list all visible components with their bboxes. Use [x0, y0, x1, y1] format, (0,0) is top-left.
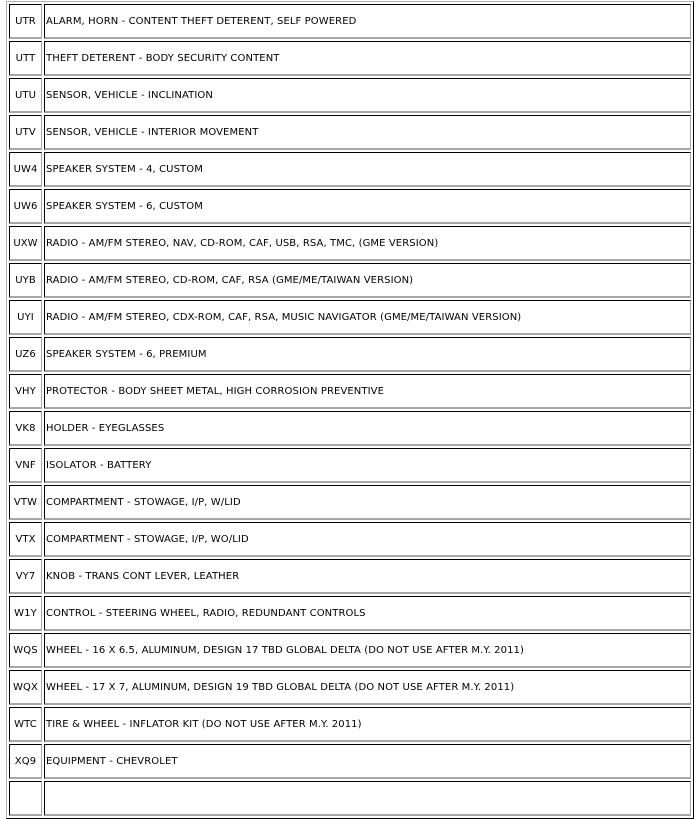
rpo-code-cell: [9, 781, 42, 816]
table-row: [9, 559, 691, 594]
rpo-code-cell: UYI: [9, 300, 42, 335]
table-row: [9, 596, 691, 631]
rpo-description-cell: CONTROL - STEERING WHEEL, RADIO, REDUNDANT CONTROLS: [44, 596, 691, 631]
rpo-code-cell: W1Y: [9, 596, 42, 631]
rpo-code-cell: UTR: [9, 4, 42, 39]
rpo-code-cell: WQS: [9, 633, 42, 668]
rpo-description-cell: SENSOR, VEHICLE - INCLINATION: [44, 78, 691, 113]
table-row: [9, 300, 691, 335]
rpo-code-cell: UYB: [9, 263, 42, 298]
rpo-code-cell: VNF: [9, 448, 42, 483]
table-row: [9, 485, 691, 520]
table-row: [9, 411, 691, 446]
rpo-code-cell: UTV: [9, 115, 42, 150]
rpo-code-cell: WQX: [9, 670, 42, 705]
rpo-code-cell: VTX: [9, 522, 42, 557]
rpo-code-cell: VY7: [9, 559, 42, 594]
rpo-code-cell: UW6: [9, 189, 42, 224]
rpo-code-cell: XQ9: [9, 744, 42, 779]
rpo-description-cell: [44, 781, 691, 816]
rpo-description-cell: RADIO - AM/FM STEREO, NAV, CD-ROM, CAF, USB, RSA, TMC, (GME VERSION): [44, 226, 691, 261]
table-row: [9, 189, 691, 224]
table-row: [9, 707, 691, 742]
table-row: [9, 226, 691, 261]
rpo-code-table: [6, 1, 694, 819]
rpo-description-cell: SPEAKER SYSTEM - 6, CUSTOM: [44, 189, 691, 224]
rpo-description-cell: RADIO - AM/FM STEREO, CDX-ROM, CAF, RSA, MUSIC NAVIGATOR (GME/ME/TAIWAN VERSION): [44, 300, 691, 335]
rpo-description-cell: ALARM, HORN - CONTENT THEFT DETERENT, SELF POWERED: [44, 4, 691, 39]
table-row: [9, 41, 691, 76]
table-row: [9, 633, 691, 668]
rpo-code-cell: VK8: [9, 411, 42, 446]
rpo-description-cell: THEFT DETERENT - BODY SECURITY CONTENT: [44, 41, 691, 76]
rpo-description-cell: SPEAKER SYSTEM - 6, PREMIUM: [44, 337, 691, 372]
rpo-description-cell: COMPARTMENT - STOWAGE, I/P, W/LID: [44, 485, 691, 520]
rpo-description-cell: COMPARTMENT - STOWAGE, I/P, WO/LID: [44, 522, 691, 557]
rpo-description-cell: PROTECTOR - BODY SHEET METAL, HIGH CORROSION PREVENTIVE: [44, 374, 691, 409]
rpo-description-cell: ISOLATOR - BATTERY: [44, 448, 691, 483]
rpo-description-cell: WHEEL - 17 X 7, ALUMINUM, DESIGN 19 TBD GLOBAL DELTA (DO NOT USE AFTER M.Y. 2011): [44, 670, 691, 705]
rpo-code-cell: UZ6: [9, 337, 42, 372]
rpo-description-cell: WHEEL - 16 X 6.5, ALUMINUM, DESIGN 17 TBD GLOBAL DELTA (DO NOT USE AFTER M.Y. 2011): [44, 633, 691, 668]
table-row: [9, 4, 691, 39]
table-row: [9, 374, 691, 409]
rpo-description-cell: SENSOR, VEHICLE - INTERIOR MOVEMENT: [44, 115, 691, 150]
rpo-description-cell: TIRE & WHEEL - INFLATOR KIT (DO NOT USE AFTER M.Y. 2011): [44, 707, 691, 742]
table-row: [9, 78, 691, 113]
rpo-description-cell: KNOB - TRANS CONT LEVER, LEATHER: [44, 559, 691, 594]
rpo-description-cell: SPEAKER SYSTEM - 4, CUSTOM: [44, 152, 691, 187]
table-row: [9, 263, 691, 298]
table-row: [9, 152, 691, 187]
table-row: [9, 744, 691, 779]
rpo-code-cell: WTC: [9, 707, 42, 742]
rpo-code-table-body: [9, 4, 691, 816]
rpo-code-cell: VHY: [9, 374, 42, 409]
table-row: [9, 337, 691, 372]
rpo-code-cell: VTW: [9, 485, 42, 520]
table-row: [9, 115, 691, 150]
rpo-code-cell: UW4: [9, 152, 42, 187]
rpo-description-cell: RADIO - AM/FM STEREO, CD-ROM, CAF, RSA (GME/ME/TAIWAN VERSION): [44, 263, 691, 298]
rpo-code-cell: UXW: [9, 226, 42, 261]
table-row: [9, 781, 691, 816]
rpo-code-cell: UTT: [9, 41, 42, 76]
table-row: [9, 448, 691, 483]
table-row: [9, 670, 691, 705]
rpo-description-cell: EQUIPMENT - CHEVROLET: [44, 744, 691, 779]
table-row: [9, 522, 691, 557]
rpo-description-cell: HOLDER - EYEGLASSES: [44, 411, 691, 446]
rpo-code-cell: UTU: [9, 78, 42, 113]
